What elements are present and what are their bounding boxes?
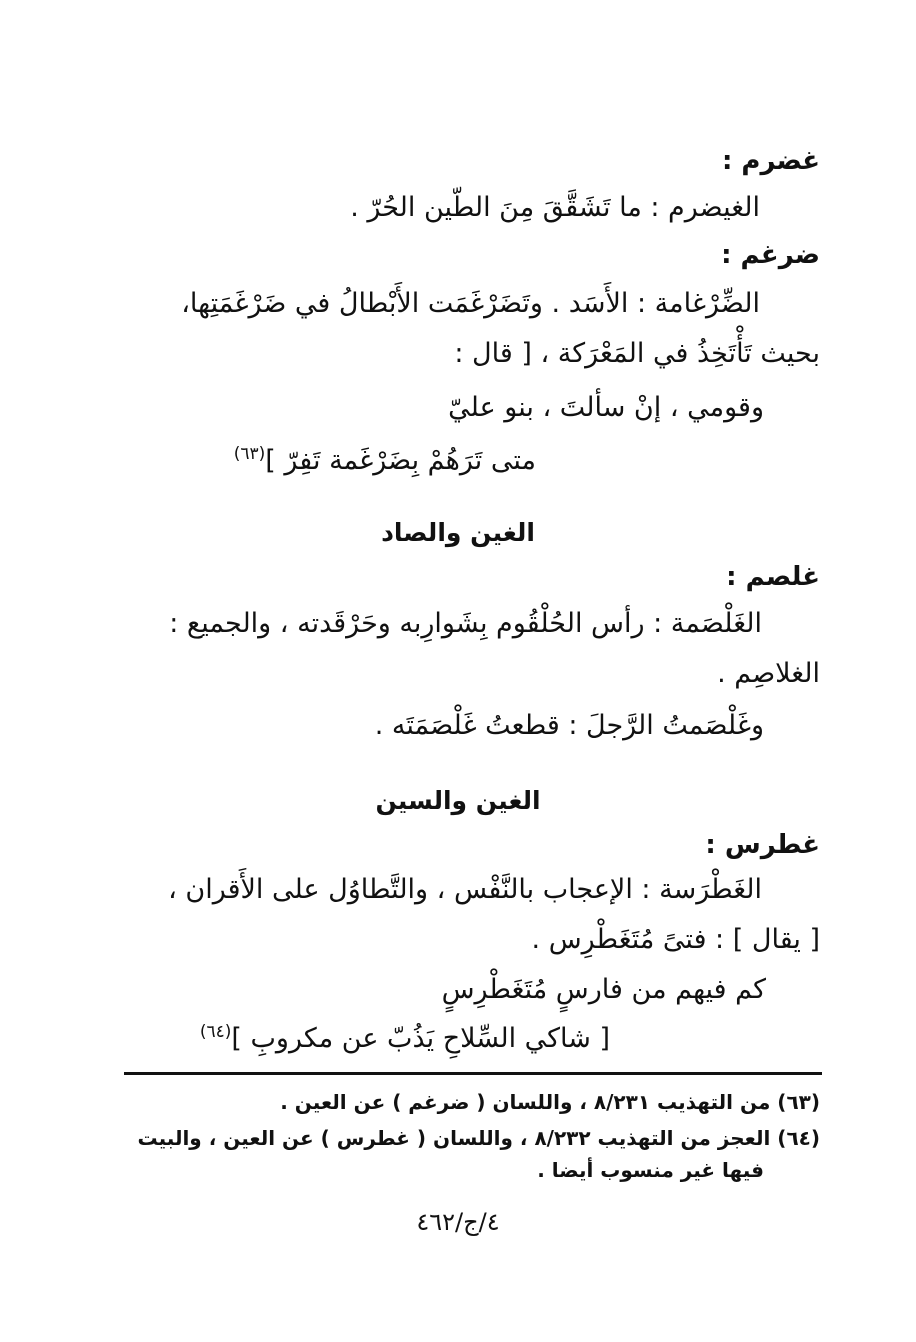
- verse-ghatras-1: كم فيهم من فارسٍ مُتَغَطْرِسٍ: [441, 974, 766, 1005]
- entry-heading-ghatras: غطرس :: [705, 830, 820, 860]
- entry-text-ghalsam-3: وغَلْصَمتُ الرَّجلَ : قطعتُ غَلْصَمَتَه .: [374, 710, 764, 741]
- entry-text-ghatras-2: [ يقال ] : فتىً مُتَغَطْرِس .: [531, 924, 820, 955]
- footnote-63: (٦٣) من التهذيب ٨/٢٣١ ، واللسان ( ضرغم ) عن العين .: [280, 1090, 820, 1114]
- footnote-64-continued: فيها غير منسوب أيضا .: [537, 1158, 764, 1182]
- entry-text-ghalsam-2: الغلاصِم .: [717, 658, 820, 689]
- section-title-ghain-sad: الغين والصاد: [381, 518, 535, 547]
- entry-heading-ghaydram: غضرم :: [721, 146, 820, 176]
- verse-darghum-2: [234, 444, 536, 476]
- footnote-64: (٦٤) العجز من التهذيب ٨/٢٣٢ ، واللسان ( غطرس ) عن العين ، والبيت: [137, 1126, 820, 1150]
- entry-text-darghum-2: بحيث تَأْتَخِذُ في المَعْرَكة ، [ قال :: [454, 338, 820, 369]
- entry-text-darghum-1: الضِّرْغامة : الأَسَد . وتَضَرْغَمَت الأَبْطالُ في ضَرْغَمَتِها،: [181, 288, 760, 319]
- entry-text-ghalsam-1: الغَلْصَمة : رأس الحُلْقُوم بِشَوارِبه وحَرْقَدته ، والجميع :: [169, 608, 762, 639]
- entry-text-ghatras-1: الغَطْرَسة : الإعجاب بالنَّفْس ، والتَّطاوُل على الأَقران ،: [168, 874, 762, 905]
- entry-heading-ghalsam: غلصم :: [726, 562, 820, 592]
- verse-ghatras-2-text: [ شاكي السِّلاحِ يَذُبّ عن مكروبِ ]: [231, 1023, 610, 1054]
- footnote-ref-63: (٦٣): [233, 444, 266, 464]
- page-number: ٤/ج/٤٦٢: [416, 1208, 500, 1236]
- footnote-divider: [124, 1072, 822, 1075]
- footnote-ref-64: (٦٤): [199, 1022, 232, 1042]
- verse-darghum-1: وقومي ، إنْ سألتَ ، بنو عليّ: [448, 392, 764, 423]
- verse-ghatras-2: [200, 1022, 610, 1054]
- verse-darghum-2-text: متى تَرَهُمْ بِضَرْغَمة تَفِرّ ]: [265, 445, 536, 476]
- entry-heading-darghum: ضرغم :: [721, 240, 820, 270]
- entry-text-ghaydram: الغيضرم : ما تَشَقَّقَ مِنَ الطّين الحُرّ .: [350, 192, 760, 223]
- section-title-ghain-sin: الغين والسين: [375, 786, 541, 815]
